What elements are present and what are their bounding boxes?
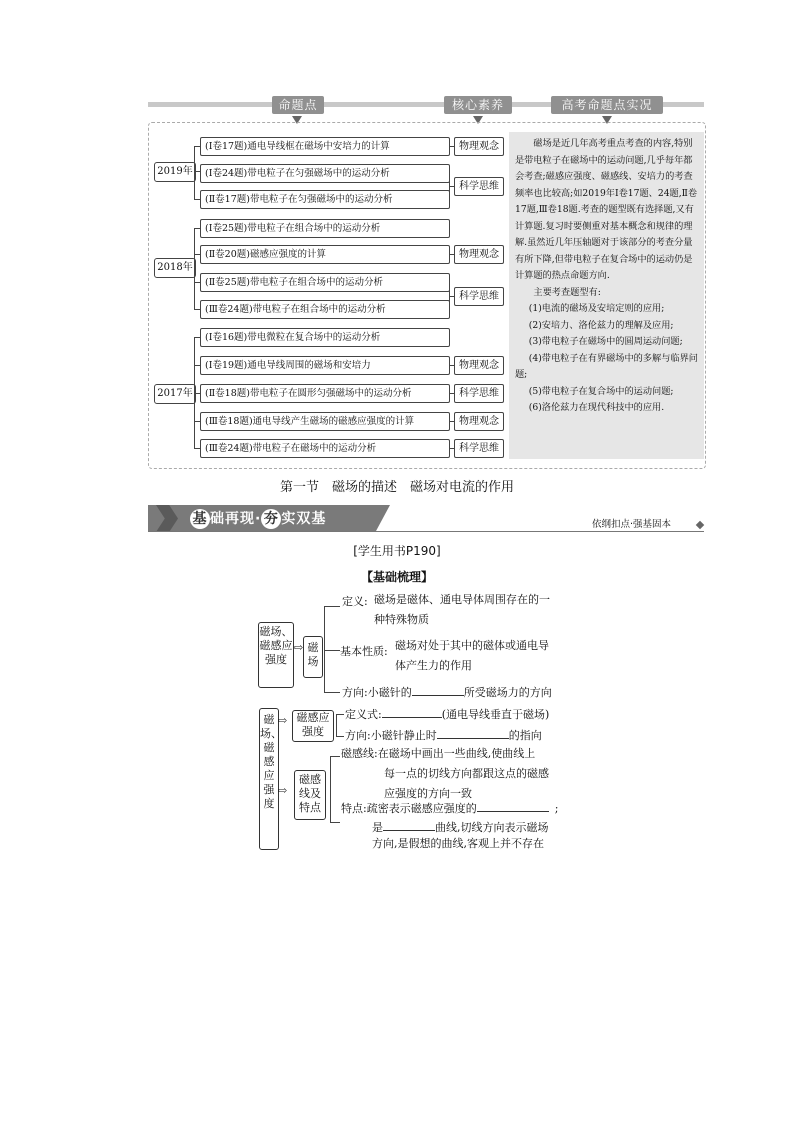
field-property-text: 磁场对处于其中的磁体或通电导	[395, 639, 549, 652]
textbook-reference: [学生用书P190]	[353, 544, 441, 558]
banner-text-part: 础再现	[210, 511, 255, 527]
tag-scientific-thinking: 科学思维	[454, 177, 504, 196]
branch-line	[336, 714, 337, 736]
branch-tick	[324, 606, 340, 607]
exam-item: (Ⅰ卷19题)通电导线周围的磁场和安培力	[200, 356, 450, 375]
field-line-text: 磁感线:在磁场中画出一些曲线,使曲线上	[341, 747, 536, 760]
basics-heading: 【基础梳理】	[360, 570, 433, 584]
answer-blank[interactable]	[437, 725, 509, 739]
diamond-icon	[696, 521, 704, 529]
exam-item: (Ⅲ卷18题)通电导线产生磁场的磁感应强度的计算	[200, 412, 450, 431]
section-title: 第一节 磁场的描述 磁场对电流的作用	[279, 480, 514, 495]
exam-item: (Ⅱ卷20题)磁感应强度的计算	[200, 245, 450, 264]
analysis-list-item: (5)带电粒子在复合场中的运动问题;	[528, 385, 674, 397]
field-definition-text: 磁场是磁体、通电导体周围存在的一	[374, 593, 550, 606]
banner-dot: ·	[255, 511, 262, 527]
banner-title	[190, 508, 326, 529]
field-property-label: 基本性质:	[340, 645, 388, 658]
field-line-feature-line	[341, 798, 558, 819]
double-arrow-icon: ⇨	[278, 784, 288, 797]
exam-item: (Ⅰ卷24题)带电粒子在匀强磁场中的运动分析	[200, 164, 450, 183]
branch-tick	[336, 714, 344, 715]
feature-text: 特点:疏密表示磁感应强度的	[341, 802, 477, 815]
field-line-text: 应强度的方向一致	[384, 787, 472, 800]
induction-direction-text: 方向:小磁针静止时	[345, 729, 437, 742]
banner-text-part: 实双基	[281, 511, 327, 527]
branch-tick	[330, 756, 340, 757]
concept-box-magnetic-induction: 磁场、磁感应强度	[259, 708, 279, 850]
double-arrow-icon: ⇨	[294, 641, 304, 654]
exam-item: (Ⅰ卷16题)带电微粒在复合场中的运动分析	[200, 328, 450, 347]
analysis-question-types-heading: 主要考查题型有:	[533, 286, 601, 298]
definition-formula-line	[345, 704, 549, 725]
banner-rule	[148, 531, 704, 532]
branch-tick	[336, 736, 344, 737]
double-arrow-icon: ⇨	[278, 714, 288, 727]
field-definition-label: 定义:	[342, 595, 368, 608]
bracket-2018	[194, 228, 195, 310]
answer-blank[interactable]	[383, 817, 435, 831]
feature-text: 方向,是假想的曲线,客观上并不存在	[372, 837, 544, 850]
bracket-2019	[194, 146, 195, 200]
exam-item: (Ⅰ卷17题)通电导线框在磁场中安培力的计算	[200, 137, 450, 156]
induction-direction-text: 的指向	[508, 729, 542, 742]
field-direction-line	[342, 682, 552, 703]
field-line-text: 每一点的切线方向都跟这点的磁感	[384, 767, 549, 780]
tag-scientific-thinking: 科学思维	[454, 439, 504, 458]
year-2019: 2019年	[154, 162, 196, 182]
year-2017: 2017年	[154, 384, 196, 404]
exam-item: (Ⅱ卷18题)带电粒子在圆形匀强磁场中的运动分析	[200, 384, 450, 403]
exam-item: (Ⅲ卷24题)带电粒子在磁场中的运动分析	[200, 439, 450, 458]
analysis-list-item: (4)带电粒子在有界磁场中的多解与临界问题;	[515, 352, 698, 380]
analysis-paragraph: 磁场是近几年高考重点考查的内容,特别是带电粒子在磁场中的运动问题,几乎每年都会考查;磁感应强度、磁感线、安培力的考查频率也比较高;如2019年Ⅰ卷17题、24题,Ⅱ卷17题,Ⅲ卷18题.考查的题型既有选择题,又有计算题.复习时要侧重对基本概念和规律的理解.虽然近几年压轴题对于该部分的考查分量有所下降,但带电粒子在复合场中的运动仍是计算题的热点命题方向.	[515, 138, 698, 281]
exam-item: (Ⅰ卷25题)带电粒子在组合场中的运动分析	[200, 219, 450, 238]
banner-char-circle: 基	[190, 509, 210, 529]
branch-tick	[324, 650, 340, 651]
analysis-list-item: (3)带电粒子在磁场中的圆周运动问题;	[528, 336, 683, 347]
tag-scientific-thinking: 科学思维	[454, 384, 504, 403]
feature-text: 曲线,切线方向表示磁场	[435, 821, 549, 834]
tag-scientific-thinking: 科学思维	[454, 287, 504, 306]
field-property-text: 体产生力的作用	[395, 659, 472, 672]
analysis-list-item: (2)安培力、洛伦兹力的理解及应用;	[528, 319, 674, 331]
feature-text: ;	[554, 802, 559, 815]
feature-text: 是	[372, 821, 383, 834]
answer-blank[interactable]	[412, 682, 464, 696]
exam-item: (Ⅱ卷17题)带电粒子在匀强磁场中的运动分析	[200, 190, 450, 209]
analysis-list-item: (6)洛伦兹力在现代科技中的应用.	[528, 402, 665, 413]
tag-physics-concept: 物理观念	[454, 412, 504, 431]
year-2018: 2018年	[154, 258, 196, 278]
field-definition-text: 种特殊物质	[374, 613, 429, 626]
banner-subtitle: 依纲扣点·强基固本	[592, 519, 672, 530]
definition-formula-label: 定义式:	[345, 708, 382, 721]
branch-tick	[324, 692, 340, 693]
exam-analysis-box	[509, 132, 704, 459]
definition-formula-note: (通电导线垂直于磁场)	[441, 708, 550, 721]
field-direction-text: 所受磁场力的方向	[463, 686, 552, 699]
field-direction-text: 方向:小磁针的	[342, 686, 412, 699]
box-field-lines: 磁感线及特点	[294, 770, 326, 820]
box-magnetic-induction: 磁感应强度	[292, 710, 334, 742]
banner-char-circle: 夯	[261, 509, 281, 529]
branch-tick	[330, 822, 340, 823]
header-core-literacy: 核心素养	[444, 96, 512, 114]
branch-line	[330, 756, 331, 822]
header-exam-analysis: 高考命题点实况	[551, 96, 663, 114]
answer-blank[interactable]	[477, 798, 549, 812]
branch-line	[324, 606, 325, 692]
analysis-list-item: (1)电流的磁场及安培定则的应用;	[528, 303, 665, 314]
tag-physics-concept: 物理观念	[454, 137, 504, 156]
exam-item: (Ⅱ卷25题)带电粒子在组合场中的运动分析	[200, 273, 450, 292]
header-proposition-points: 命题点	[272, 96, 324, 114]
induction-direction-line	[345, 725, 542, 746]
answer-blank[interactable]	[382, 704, 442, 718]
box-magnetic-field: 磁场	[303, 636, 323, 678]
exam-item: (Ⅲ卷24题)带电粒子在组合场中的运动分析	[200, 300, 450, 319]
tag-physics-concept: 物理观念	[454, 245, 504, 264]
tag-physics-concept: 物理观念	[454, 356, 504, 375]
concept-box-magnetic-field: 磁场、磁感应强度	[258, 622, 294, 688]
